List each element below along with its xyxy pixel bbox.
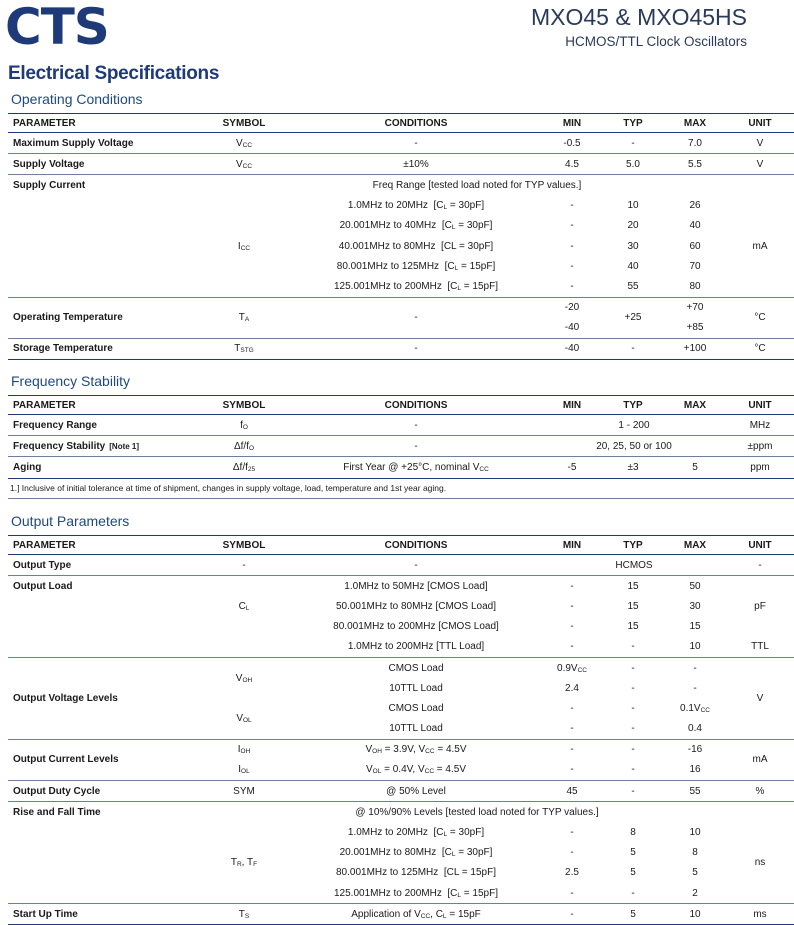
table-row	[8, 596, 794, 616]
unit-cell: pF	[754, 600, 766, 612]
max-cell: 5	[692, 867, 698, 879]
param-cell: Maximum Supply Voltage	[8, 133, 198, 154]
symbol-cell: $T_R$, $T_F$	[198, 822, 290, 903]
max-cell: 55	[664, 781, 726, 802]
symbol-cell: $T_A$	[198, 297, 290, 338]
conditions-cell: -	[290, 297, 542, 338]
unit-cell: V	[726, 133, 794, 154]
conditions-cell: 80.001MHz to 125MHz [CL = 15pF]	[335, 867, 496, 879]
min-cell: 4.5	[542, 154, 602, 175]
max-cell: +85	[664, 318, 726, 339]
conditions-cell: 125.001MHz to 200MHz $[C_L = 15pF]$	[290, 883, 542, 904]
col-unit: UNIT	[726, 396, 794, 415]
param-cell: Storage Temperature	[8, 338, 198, 359]
conditions-cell: 80.001MHz to 125MHz $[C_L = 15pF]$	[336, 260, 496, 272]
typ-cell: 5	[630, 847, 636, 859]
min-cell: -	[570, 580, 574, 592]
col-parameter: PARAMETER	[8, 396, 198, 415]
symbol-cell: $C_L$	[238, 600, 250, 612]
col-max: MAX	[664, 396, 726, 415]
unit-cell: ppm	[726, 457, 794, 478]
col-unit: UNIT	[726, 536, 794, 555]
max-cell: 10	[689, 827, 701, 839]
table-header	[8, 536, 794, 555]
conditions-cell: 20.001MHz to 80MHz $[C_L = 30pF]$	[339, 847, 493, 859]
symbol-cell: -	[198, 555, 290, 576]
conditions-cell: 1.0MHz to 20MHz $[C_L = 30pF]$	[347, 827, 485, 839]
unit-cell: %	[726, 781, 794, 802]
table-row	[8, 256, 794, 276]
max-cell: 7.0	[664, 133, 726, 154]
unit-cell: °C	[726, 338, 794, 359]
typ-cell: 30	[627, 240, 639, 252]
table-row	[8, 802, 794, 823]
table-row	[8, 739, 794, 760]
param-cell: Operating Temperature	[8, 297, 198, 338]
table-row	[8, 154, 794, 175]
symbol-cell: $\Delta f/f_O$	[198, 436, 290, 457]
typ-cell: 20	[627, 220, 639, 232]
max-cell: -16	[687, 744, 703, 756]
conditions-cell: -	[290, 338, 542, 359]
param-cell: Aging	[8, 457, 198, 478]
param-cell: Output Duty Cycle	[8, 781, 198, 802]
operating-conditions-table	[8, 113, 794, 360]
frequency-stability-table	[8, 395, 794, 499]
typ-cell: 55	[602, 276, 664, 297]
typ-cell: 40	[627, 260, 639, 272]
unit-cell: mA	[726, 739, 794, 780]
min-cell: -	[542, 637, 602, 658]
min-cell: -5	[542, 457, 602, 478]
param-cell: Start Up Time	[8, 904, 198, 925]
conditions-cell: 50.001MHz to 80MHz [CMOS Load]	[335, 600, 497, 612]
min-cell: 2.5	[565, 867, 579, 879]
max-cell: 80	[664, 276, 726, 297]
min-cell: $0.9V_{CC}$	[557, 662, 587, 674]
typ-cell: -	[602, 781, 664, 802]
typ-cell: 15	[627, 580, 639, 592]
table-header	[8, 114, 794, 133]
unit-cell: ±ppm	[726, 436, 794, 457]
conditions-cell: 20.001MHz to 40MHz $[C_L = 30pF]$	[339, 220, 493, 232]
unit-cell: TTL	[726, 637, 794, 658]
min-cell: -	[570, 827, 574, 839]
cts-logo: CTS	[5, 0, 109, 56]
unit-cell: ms	[726, 904, 794, 925]
table-row	[8, 576, 794, 597]
note-tag: [Note 1]	[109, 441, 140, 451]
max-cell: -	[693, 662, 697, 674]
unit-cell: V	[726, 657, 794, 739]
typ-cell: -	[602, 719, 664, 740]
unit-cell	[726, 576, 794, 597]
symbol-cell: $I_{OH}$	[237, 744, 251, 756]
param-cell: Rise and Fall Time	[13, 806, 101, 818]
symbol-cell: $V_{OL}$	[198, 698, 290, 739]
conditions-cell: Application of $V_{CC}$, $C_L = 15pF$	[290, 904, 542, 925]
table-row	[8, 415, 794, 436]
typ-cell: -	[602, 637, 664, 658]
conditions-cell: 125.001MHz to 200MHz $[C_L = 15pF]$	[290, 276, 542, 297]
unit-cell: °C	[726, 297, 794, 338]
symbol-cell: $I_{OL}$	[198, 760, 290, 781]
typ-cell: -	[602, 760, 664, 781]
table-row	[8, 457, 794, 478]
min-cell: -	[570, 702, 574, 714]
param-cell: Frequency Range	[8, 415, 198, 436]
note-cell: @ 10%/90% Levels [tested load noted for TYP values.]	[355, 806, 599, 818]
unit-cell: MHz	[726, 415, 794, 436]
footnote-row	[8, 478, 794, 498]
col-conditions: CONDITIONS	[290, 536, 542, 555]
table-row	[8, 236, 794, 256]
typ-cell: -	[602, 338, 664, 359]
typ-cell: 5.0	[602, 154, 664, 175]
operating-conditions-title: Operating Conditions	[11, 91, 143, 107]
max-cell: 0.4	[664, 719, 726, 740]
note-cell: Freq Range [tested load noted for TYP values.]	[372, 179, 582, 191]
min-cell: 45	[542, 781, 602, 802]
param-cell: Output Type	[8, 555, 198, 576]
max-cell: 2	[664, 883, 726, 904]
min-cell: -	[570, 847, 574, 859]
typ-cell: 15	[627, 621, 639, 633]
conditions-cell: 1.0MHz to 200MHz [TTL Load]	[290, 637, 542, 658]
symbol-cell: $V_{CC}$	[198, 133, 290, 154]
unit-cell: mA	[726, 196, 794, 297]
col-conditions: CONDITIONS	[290, 114, 542, 133]
conditions-cell: -	[290, 133, 542, 154]
min-cell: -	[542, 276, 602, 297]
table-row	[8, 863, 794, 883]
max-cell: 70	[689, 260, 701, 272]
param-cell: Output Voltage Levels	[8, 657, 198, 739]
col-typ: TYP	[602, 396, 664, 415]
min-cell: -	[542, 904, 602, 925]
table-row	[8, 196, 794, 216]
min-cell: -40	[542, 338, 602, 359]
min-cell: -	[542, 883, 602, 904]
table-row	[8, 843, 794, 863]
min-cell: -	[570, 744, 574, 756]
col-symbol: SYMBOL	[198, 396, 290, 415]
typ-cell: -	[631, 744, 635, 756]
min-cell: -	[570, 200, 574, 212]
min-cell: -	[570, 260, 574, 272]
value-cell: HCMOS	[542, 555, 726, 576]
value-cell: 20, 25, 50 or 100	[542, 436, 726, 457]
typ-cell: 15	[627, 600, 639, 612]
typ-cell: 10	[627, 200, 639, 212]
max-cell: 15	[689, 621, 701, 633]
min-cell: -	[542, 719, 602, 740]
conditions-cell: 1.0MHz to 20MHz $[C_L = 30pF]$	[347, 200, 485, 212]
unit-cell: ns	[726, 822, 794, 903]
max-cell: 30	[689, 600, 701, 612]
col-parameter: PARAMETER	[8, 536, 198, 555]
typ-cell: -	[602, 883, 664, 904]
typ-cell: 5	[602, 904, 664, 925]
symbol-cell: $\Delta f/f_{25}$	[198, 457, 290, 478]
min-cell: -	[542, 760, 602, 781]
min-cell: -20	[564, 302, 580, 314]
col-parameter: PARAMETER	[8, 114, 198, 133]
table-row	[8, 617, 794, 637]
symbol-cell: $V_{CC}$	[198, 154, 290, 175]
table-row	[8, 781, 794, 802]
col-symbol: SYMBOL	[198, 536, 290, 555]
output-parameters-title: Output Parameters	[11, 513, 130, 529]
typ-cell: 5	[630, 867, 636, 879]
table-row	[8, 216, 794, 236]
typ-cell: 8	[630, 827, 636, 839]
table-row	[8, 822, 794, 842]
min-cell: -40	[542, 318, 602, 339]
col-typ: TYP	[602, 114, 664, 133]
typ-cell: -	[631, 702, 635, 714]
section-title: Electrical Specifications	[8, 63, 220, 84]
unit-cell: V	[726, 154, 794, 175]
table-row	[8, 657, 794, 678]
table-row	[8, 555, 794, 576]
conditions-cell: 80.001MHz to 200MHz [CMOS Load]	[333, 621, 499, 633]
typ-cell: -	[631, 662, 635, 674]
col-symbol: SYMBOL	[198, 114, 290, 133]
max-cell: 60	[689, 240, 701, 252]
conditions-cell: ±10%	[290, 154, 542, 175]
min-cell: -	[570, 240, 574, 252]
table-row	[8, 175, 794, 196]
col-unit: UNIT	[726, 114, 794, 133]
param-cell: Frequency Stability [Note 1]	[8, 436, 198, 457]
min-cell: -0.5	[542, 133, 602, 154]
value-cell: 1 - 200	[542, 415, 726, 436]
conditions-cell: -	[290, 436, 542, 457]
max-cell: -	[693, 682, 697, 694]
conditions-cell: 10TTL Load	[389, 682, 443, 694]
symbol-cell: $T_{STG}$	[198, 338, 290, 359]
table-row	[8, 276, 794, 297]
symbol-cell: SYM	[198, 781, 290, 802]
max-cell: 16	[664, 760, 726, 781]
table-header	[8, 396, 794, 415]
min-cell: -	[570, 600, 574, 612]
conditions-cell: -	[290, 555, 542, 576]
col-max: MAX	[664, 536, 726, 555]
col-min: MIN	[542, 536, 602, 555]
max-cell: 5	[664, 457, 726, 478]
conditions-cell: @ 50% Level	[290, 781, 542, 802]
col-max: MAX	[664, 114, 726, 133]
max-cell: 10	[664, 637, 726, 658]
col-typ: TYP	[602, 536, 664, 555]
conditions-cell: -	[290, 415, 542, 436]
min-cell: -	[570, 220, 574, 232]
param-cell: Supply Voltage	[8, 154, 198, 175]
symbol-cell: $V_{OH}$	[235, 672, 253, 684]
table-row	[8, 338, 794, 359]
table-row	[8, 297, 794, 318]
min-cell: 2.4	[565, 682, 579, 694]
footnote: 1.] Inclusive of initial tolerance at time of shipment, changes in supply voltage, load, temperature and 1st year aging.	[8, 478, 794, 498]
max-cell: $0.1V_{CC}$	[680, 702, 710, 714]
conditions-cell: CMOS Load	[388, 702, 444, 714]
doc-subtitle: HCMOS/TTL Clock Oscillators	[565, 34, 747, 49]
max-cell: 50	[689, 580, 701, 592]
param-cell: Output Current Levels	[8, 739, 198, 780]
conditions-cell: $V_{OH} = 3.9V$, $V_{CC} = 4.5V$	[365, 744, 467, 756]
max-cell: 40	[689, 220, 701, 232]
output-parameters-table	[8, 535, 794, 925]
table-row	[8, 436, 794, 457]
conditions-cell: CMOS Load	[388, 662, 444, 674]
table-row	[8, 133, 794, 154]
table-row	[8, 637, 794, 658]
typ-cell: -	[602, 133, 664, 154]
typ-cell: ±3	[602, 457, 664, 478]
conditions-cell: 40.001MHz to 80MHz [CL = 30pF]	[338, 240, 494, 252]
typ-cell: -	[631, 682, 635, 694]
conditions-cell: 1.0MHz to 50MHz [CMOS Load]	[344, 580, 488, 592]
unit-cell	[726, 617, 794, 637]
conditions-cell: First Year @ +25°C, nominal $V_{CC}$	[290, 457, 542, 478]
max-cell: 8	[692, 847, 698, 859]
unit-cell: -	[726, 555, 794, 576]
col-min: MIN	[542, 114, 602, 133]
max-cell: 5.5	[664, 154, 726, 175]
col-conditions: CONDITIONS	[290, 396, 542, 415]
max-cell: 26	[689, 200, 701, 212]
max-cell: 10	[664, 904, 726, 925]
frequency-stability-title: Frequency Stability	[11, 373, 131, 389]
symbol-cell: $f_O$	[198, 415, 290, 436]
doc-title: MXO45 & MXO45HS	[530, 4, 747, 30]
col-min: MIN	[542, 396, 602, 415]
conditions-cell: $V_{OL} = 0.4V$, $V_{CC} = 4.5V$	[290, 760, 542, 781]
param-cell: Output Load	[13, 580, 73, 592]
table-row	[8, 904, 794, 925]
conditions-cell: 10TTL Load	[290, 719, 542, 740]
typ-cell: +25	[602, 297, 664, 338]
max-cell: +100	[664, 338, 726, 359]
max-cell: +70	[686, 302, 704, 314]
symbol-cell: $I_{CC}$	[198, 196, 290, 297]
min-cell: -	[570, 621, 574, 633]
symbol-cell: $T_S$	[198, 904, 290, 925]
param-cell: Supply Current	[13, 179, 86, 191]
table-row	[8, 883, 794, 904]
